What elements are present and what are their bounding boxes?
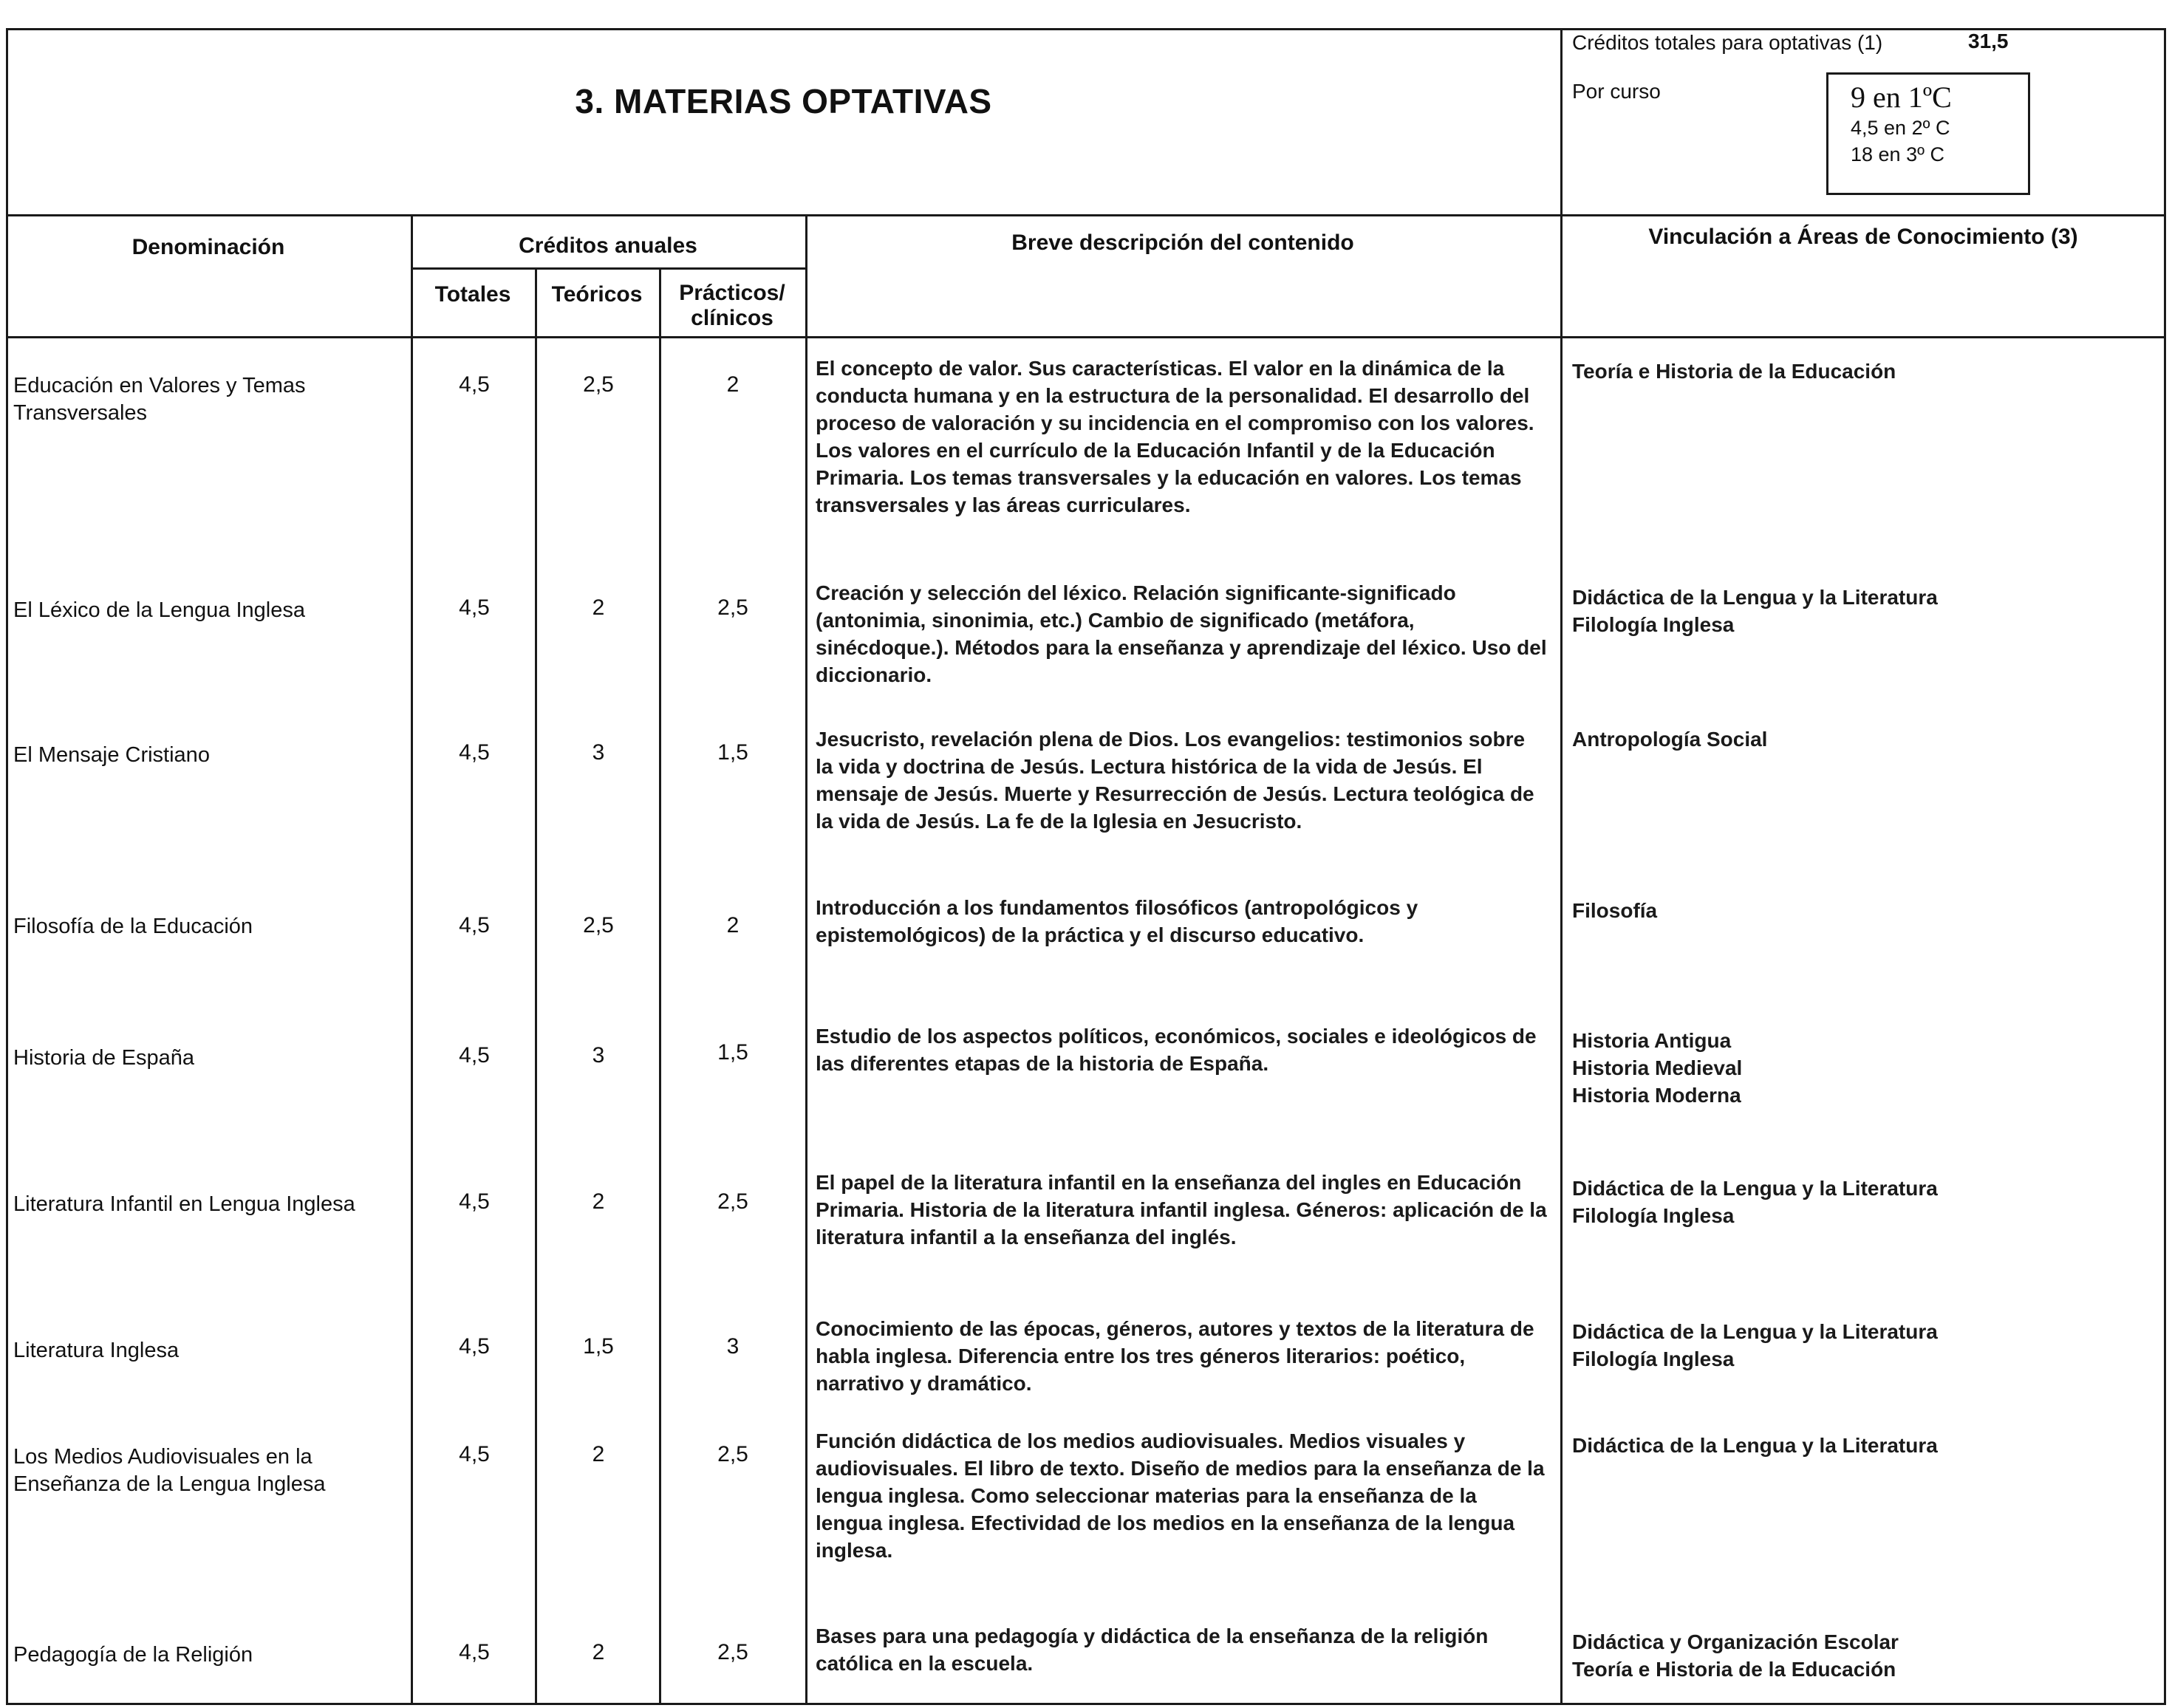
- row-3-teoricos: 3: [592, 740, 605, 765]
- row-9-area-1: Didáctica y Organización Escolar: [1572, 1630, 1899, 1653]
- row-4-teoricos: 2,5: [583, 913, 614, 937]
- row-4-areas: [1572, 897, 2148, 924]
- col-header-vinculacion: Vinculación a Áreas de Conocimiento (3): [1648, 225, 2078, 249]
- row-7-teoricos: 1,5: [583, 1334, 614, 1359]
- row-5-description: Estudio de los aspectos políticos, económicos, sociales e ideológicos de las diferentes etapas de la historia de España.: [816, 1025, 1537, 1075]
- row-1-description: El concepto de valor. Sus características. El valor en la dinámica de la conducta humana y en la estructura de la personalidad. El desarrollo del proceso de valoración y su incidencia en el compromiso con los valores. Los valores en el currículo de la Educación Infantil y de la Educación Primaria. Los temas transversales y la educación en valores. Los temas transversales y las áreas curriculares.: [816, 357, 1534, 516]
- row-8-area-1: Didáctica de la Lengua y la Literatura: [1572, 1434, 1938, 1457]
- row-8-totales: 4,5: [459, 1442, 490, 1466]
- per-course-1: 9 en 1ºC: [1851, 81, 1952, 114]
- row-8-name: Los Medios Audiovisuales en la Enseñanza de la Lengua Inglesa: [13, 1445, 326, 1496]
- row-7-area-1: Didáctica de la Lengua y la Literatura: [1572, 1320, 1938, 1343]
- row-3-practicos: 1,5: [717, 740, 748, 765]
- row-4-totales: 4,5: [459, 913, 490, 937]
- row-3-areas: [1572, 725, 2148, 753]
- row-8-practicos: 2,5: [717, 1442, 748, 1466]
- row-9-name: Pedagogía de la Religión: [13, 1643, 253, 1667]
- row-2-practicos: 2,5: [717, 595, 748, 620]
- row-9-area-2: Teoría e Historia de la Educación: [1572, 1658, 1896, 1681]
- row-2-area-2: Filología Inglesa: [1572, 613, 1735, 636]
- row-5-areas: [1572, 1027, 2148, 1109]
- right-header-divider: [1560, 28, 1563, 1705]
- per-course-2: 4,5 en 2º C: [1851, 117, 1950, 139]
- page-title: 3. MATERIAS OPTATIVAS: [575, 82, 992, 120]
- header-divider: [6, 214, 2166, 216]
- col-header-practicos-line1: Prácticos/: [679, 281, 785, 305]
- credits-total-value: 31,5: [1968, 30, 2009, 52]
- column-header-divider: [6, 336, 2166, 338]
- row-3-name: El Mensaje Cristiano: [13, 743, 210, 767]
- col-header-totales: Totales: [434, 282, 511, 307]
- row-3-totales: 4,5: [459, 740, 490, 765]
- row-2-areas: [1572, 584, 2148, 638]
- row-7-name: Literatura Inglesa: [13, 1339, 180, 1362]
- row-9-description: Bases para una pedagogía y didáctica de la enseñanza de la religión católica en la escuela.: [816, 1625, 1489, 1675]
- col-divider-teoricos: [659, 267, 661, 1705]
- row-7-practicos: 3: [726, 1334, 740, 1359]
- row-4-practicos: 2: [726, 913, 740, 937]
- row-2-teoricos: 2: [592, 595, 605, 620]
- row-1-areas: [1572, 358, 2148, 385]
- row-7-area-2: Filología Inglesa: [1572, 1347, 1735, 1370]
- row-5-teoricos: 3: [592, 1043, 605, 1068]
- col-header-creditos-anuales: Créditos anuales: [519, 233, 697, 258]
- row-5-name: Historia de España: [13, 1046, 195, 1070]
- col-divider-practicos: [805, 214, 807, 1705]
- row-1-totales: 4,5: [459, 372, 490, 397]
- credits-total-label: Créditos totales para optativas (1): [1572, 31, 1883, 54]
- per-course-3: 18 en 3º C: [1851, 143, 1944, 165]
- row-4-description: Introducción a los fundamentos filosóficos (antropológicos y epistemológicos) de la práctica y el discurso educativo.: [816, 896, 1418, 946]
- row-6-teoricos: 2: [592, 1189, 605, 1214]
- row-6-totales: 4,5: [459, 1189, 490, 1214]
- row-5-area-3: Historia Moderna: [1572, 1084, 1741, 1107]
- credits-subheader-divider: [411, 267, 805, 270]
- row-9-practicos: 2,5: [717, 1640, 748, 1664]
- row-6-description: El papel de la literatura infantil en la enseñanza del ingles en Educación Primaria. Historia de la literatura infantil inglesa. Géneros: aplicación de la literatura infantil a la enseñanza del inglés.: [816, 1171, 1547, 1248]
- row-6-practicos: 2,5: [717, 1189, 748, 1214]
- row-6-area-2: Filología Inglesa: [1572, 1204, 1735, 1227]
- row-3-area-1: Antropología Social: [1572, 728, 1768, 751]
- row-7-totales: 4,5: [459, 1334, 490, 1359]
- col-header-teoricos: Teóricos: [551, 282, 643, 307]
- per-course-box: [1826, 72, 2030, 195]
- row-6-areas: [1572, 1175, 2148, 1229]
- row-5-area-2: Historia Medieval: [1572, 1056, 1743, 1079]
- row-7-description: Conocimiento de las épocas, géneros, autores y textos de la literatura de habla inglesa. Diferencia entre los tres géneros literarios: poético, narrativo y dramático.: [816, 1317, 1534, 1395]
- row-2-description: Creación y selección del léxico. Relación significante-significado (antonimia, sinonimia, etc.) Cambio de significado (metáfora, sinécdoque.). Métodos para la enseñanza y aprendizaje del léxico. Uso del diccionario.: [816, 581, 1547, 686]
- row-1-practicos: 2: [726, 372, 740, 397]
- row-4-area-1: Filosofía: [1572, 899, 1658, 922]
- col-divider-totales: [535, 267, 537, 1705]
- row-9-areas: [1572, 1628, 2148, 1683]
- row-6-name: Literatura Infantil en Lengua Inglesa: [13, 1192, 355, 1216]
- col-divider-name: [411, 214, 413, 1705]
- row-5-practicos: 1,5: [717, 1040, 748, 1065]
- row-3-description: Jesucristo, revelación plena de Dios. Los evangelios: testimonios sobre la vida y doctrina de Jesús. Lectura histórica de la vida de Jesús. El mensaje de Jesús. Muerte y Resurrección de Jesús. Lectura teológica de la vida de Jesús. La fe de la Iglesia en Jesucristo.: [816, 728, 1534, 833]
- row-8-description: Función didáctica de los medios audiovisuales. Medios visuales y audiovisuales. El libro de texto. Diseño de medios para la enseñanza de la lengua inglesa. Como seleccionar materias para la enseñanza de la lengua inglesa. Efectividad de los medios en la enseñanza de la lengua inglesa.: [816, 1429, 1545, 1562]
- row-5-totales: 4,5: [459, 1043, 490, 1068]
- row-2-name: El Léxico de la Lengua Inglesa: [13, 598, 306, 622]
- col-header-descripcion: Breve descripción del contenido: [1011, 230, 1354, 255]
- row-5-area-1: Historia Antigua: [1572, 1029, 1732, 1052]
- col-header-denominacion: Denominación: [132, 235, 285, 259]
- col-header-practicos-line2: clínicos: [691, 306, 773, 330]
- col-header-practicos: [659, 281, 805, 331]
- row-1-name: Educación en Valores y Temas Transversales: [13, 374, 306, 425]
- row-2-area-1: Didáctica de la Lengua y la Literatura: [1572, 586, 1938, 609]
- row-9-totales: 4,5: [459, 1640, 490, 1664]
- row-6-area-1: Didáctica de la Lengua y la Literatura: [1572, 1177, 1938, 1200]
- row-7-areas: [1572, 1318, 2148, 1373]
- row-4-name: Filosofía de la Educación: [13, 915, 253, 938]
- row-9-teoricos: 2: [592, 1640, 605, 1664]
- row-2-totales: 4,5: [459, 595, 490, 620]
- per-course-label: Por curso: [1572, 80, 1661, 103]
- row-1-teoricos: 2,5: [583, 372, 614, 397]
- row-8-teoricos: 2: [592, 1442, 605, 1466]
- row-1-area-1: Teoría e Historia de la Educación: [1572, 360, 1896, 383]
- row-8-areas: [1572, 1432, 2148, 1459]
